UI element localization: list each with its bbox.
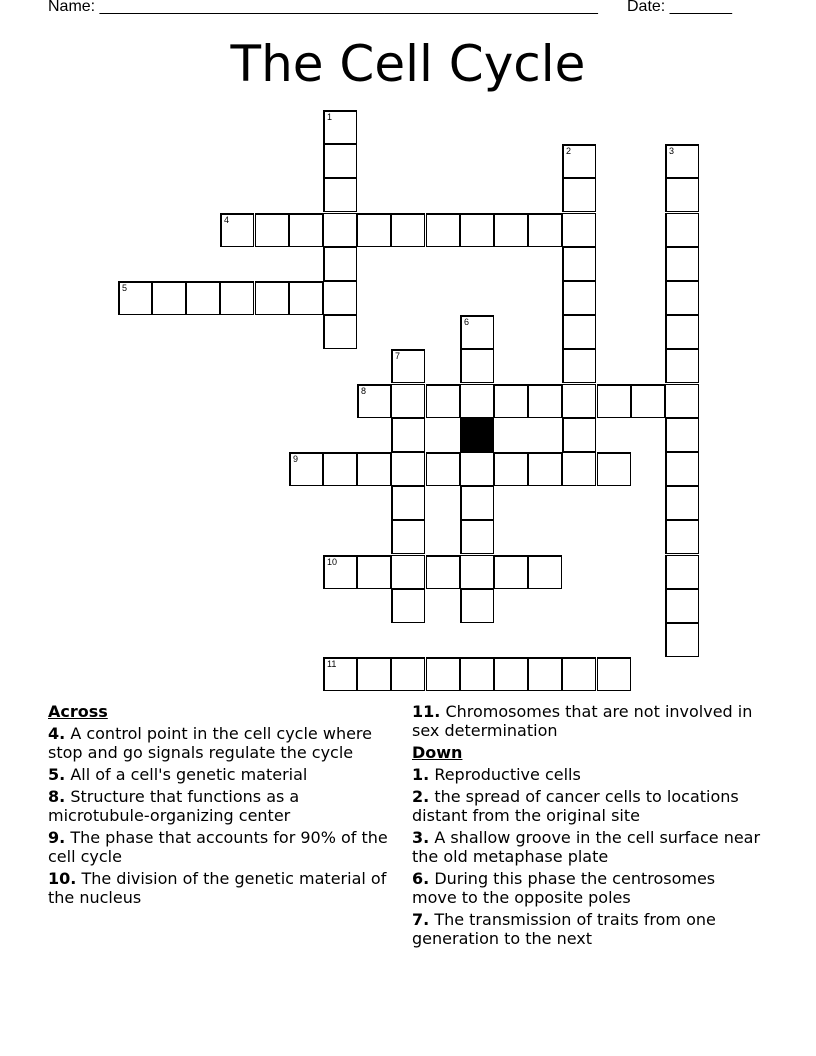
- clue-number: 7.: [412, 910, 430, 929]
- grid-cell[interactable]: [152, 281, 186, 315]
- date-line: Date: _______: [627, 0, 732, 15]
- grid-cell[interactable]: [323, 178, 357, 212]
- clues-left-column: [48, 702, 400, 910]
- grid-cell[interactable]: [391, 349, 425, 383]
- grid-cell[interactable]: [562, 657, 596, 691]
- grid-cell[interactable]: [460, 520, 494, 554]
- clue-number-label: 7: [395, 351, 401, 361]
- grid-cell[interactable]: [391, 657, 425, 691]
- clue-text: the spread of cancer cells to locations distant from the original site: [412, 787, 739, 825]
- grid-cell[interactable]: [460, 315, 494, 349]
- grid-cell[interactable]: [562, 315, 596, 349]
- clue-number: 2.: [412, 787, 430, 806]
- grid-cell[interactable]: [323, 452, 357, 486]
- clue-text: A shallow groove in the cell surface near the old metaphase plate: [412, 828, 761, 866]
- grid-cell[interactable]: [460, 589, 494, 623]
- clue-number: 5.: [48, 765, 66, 784]
- grid-cell[interactable]: [323, 281, 357, 315]
- grid-cell[interactable]: [665, 589, 699, 623]
- grid-cell[interactable]: [391, 520, 425, 554]
- grid-cell[interactable]: [323, 110, 357, 144]
- clue-number: 6.: [412, 869, 430, 888]
- grid-cell[interactable]: [391, 213, 425, 247]
- grid-cell[interactable]: [665, 623, 699, 657]
- grid-cell[interactable]: [562, 452, 596, 486]
- clue-number-label: 3: [669, 146, 675, 156]
- clue-number-label: 2: [566, 146, 572, 156]
- clue-number-label: 9: [293, 454, 299, 464]
- clue-text: All of a cell's genetic material: [70, 765, 308, 784]
- clue-across-4: [48, 724, 400, 762]
- grid-cell[interactable]: [118, 281, 152, 315]
- grid-cell[interactable]: [562, 384, 596, 418]
- grid-cell[interactable]: [391, 418, 425, 452]
- grid-cell[interactable]: [391, 589, 425, 623]
- clue-down-6: [412, 869, 764, 907]
- grid-cell[interactable]: [460, 657, 494, 691]
- clue-down-1: [412, 765, 764, 784]
- clue-number-label: 8: [361, 386, 367, 396]
- grid-cell[interactable]: [289, 452, 323, 486]
- clue-down-7: [412, 910, 764, 948]
- clue-number: 1.: [412, 765, 430, 784]
- grid-cell[interactable]: [220, 213, 254, 247]
- grid-cell[interactable]: [665, 349, 699, 383]
- grid-cell[interactable]: [562, 247, 596, 281]
- grid-cell[interactable]: [665, 418, 699, 452]
- clue-number: 3.: [412, 828, 430, 847]
- grid-cell[interactable]: [665, 213, 699, 247]
- grid-cell[interactable]: [426, 384, 460, 418]
- grid-cell[interactable]: [391, 452, 425, 486]
- clue-text: Structure that functions as a microtubule-organizing center: [48, 787, 300, 825]
- grid-cell[interactable]: [460, 452, 494, 486]
- clue-across-11: [412, 702, 764, 740]
- clue-number-label: 11: [327, 659, 337, 669]
- clue-number: 4.: [48, 724, 66, 743]
- grid-cell[interactable]: [426, 555, 460, 589]
- grid-cell[interactable]: [426, 213, 460, 247]
- grid-cell[interactable]: [562, 418, 596, 452]
- grid-cell[interactable]: [597, 384, 631, 418]
- grid-cell[interactable]: [460, 555, 494, 589]
- grid-cell[interactable]: [323, 144, 357, 178]
- grid-cell[interactable]: [562, 349, 596, 383]
- grid-cell[interactable]: [597, 452, 631, 486]
- clue-number: 9.: [48, 828, 66, 847]
- page-title: The Cell Cycle: [230, 35, 586, 93]
- grid-cell[interactable]: [494, 213, 528, 247]
- grid-cell[interactable]: [665, 384, 699, 418]
- across-heading: Across: [48, 702, 108, 721]
- grid-cell[interactable]: [494, 555, 528, 589]
- grid-cell[interactable]: [528, 452, 562, 486]
- grid-cell[interactable]: [186, 281, 220, 315]
- grid-cell[interactable]: [255, 213, 289, 247]
- grid-cell[interactable]: [391, 555, 425, 589]
- grid-cell[interactable]: [528, 213, 562, 247]
- clue-down-3: [412, 828, 764, 866]
- grid-cell[interactable]: [255, 281, 289, 315]
- grid-cell[interactable]: [426, 657, 460, 691]
- grid-cell[interactable]: [631, 384, 665, 418]
- grid-cell[interactable]: [220, 281, 254, 315]
- grid-cell[interactable]: [665, 555, 699, 589]
- grid-cell[interactable]: [357, 213, 391, 247]
- grid-cell[interactable]: [494, 384, 528, 418]
- clue-number: 10.: [48, 869, 77, 888]
- grid-cell[interactable]: [460, 213, 494, 247]
- grid-cell[interactable]: [665, 281, 699, 315]
- grid-cell[interactable]: [494, 657, 528, 691]
- clue-number-label: 4: [224, 215, 230, 225]
- grid-cell[interactable]: [391, 384, 425, 418]
- grid-cell[interactable]: [528, 555, 562, 589]
- clue-number-label: 6: [464, 317, 470, 327]
- grid-cell[interactable]: [562, 281, 596, 315]
- clue-text: The transmission of traits from one generation to the next: [412, 910, 716, 948]
- grid-cell[interactable]: [562, 144, 596, 178]
- grid-cell[interactable]: [289, 213, 323, 247]
- grid-cell[interactable]: [323, 213, 357, 247]
- grid-cell[interactable]: [562, 178, 596, 212]
- grid-cell[interactable]: [665, 144, 699, 178]
- grid-cell[interactable]: [494, 452, 528, 486]
- grid-cell[interactable]: [528, 384, 562, 418]
- clue-text: Chromosomes that are not involved in sex determination: [412, 702, 753, 740]
- grid-cell[interactable]: [357, 384, 391, 418]
- grid-cell[interactable]: [357, 657, 391, 691]
- clue-number-label: 5: [122, 283, 128, 293]
- grid-cell[interactable]: [460, 486, 494, 520]
- clue-down-2: [412, 787, 764, 825]
- grid-cell[interactable]: [426, 452, 460, 486]
- clue-number: 11.: [412, 702, 441, 721]
- clue-across-9: [48, 828, 400, 866]
- grid-cell[interactable]: [289, 281, 323, 315]
- down-heading: Down: [412, 743, 463, 762]
- clue-across-8: [48, 787, 400, 825]
- grid-cell[interactable]: [460, 384, 494, 418]
- clue-text: The phase that accounts for 90% of the cell cycle: [48, 828, 388, 866]
- clue-text: A control point in the cell cycle where stop and go signals regulate the cycle: [48, 724, 372, 762]
- grid-cell[interactable]: [665, 520, 699, 554]
- clue-text: The division of the genetic material of the nucleus: [48, 869, 387, 907]
- grid-cell[interactable]: [665, 452, 699, 486]
- clue-text: During this phase the centrosomes move to the opposite poles: [412, 869, 716, 907]
- grid-cell[interactable]: [562, 213, 596, 247]
- clues-right-column: [412, 702, 764, 951]
- black-cell: [460, 418, 494, 452]
- clue-across-5: [48, 765, 400, 784]
- grid-cell[interactable]: [597, 657, 631, 691]
- clue-number-label: 10: [327, 557, 338, 567]
- grid-cell[interactable]: [665, 486, 699, 520]
- clue-number: 8.: [48, 787, 66, 806]
- grid-cell[interactable]: [665, 315, 699, 349]
- grid-cell[interactable]: [665, 247, 699, 281]
- grid-cell[interactable]: [323, 555, 357, 589]
- grid-cell[interactable]: [528, 657, 562, 691]
- grid-cell[interactable]: [323, 315, 357, 349]
- grid-cell[interactable]: [357, 555, 391, 589]
- grid-cell[interactable]: [460, 349, 494, 383]
- grid-cell[interactable]: [323, 247, 357, 281]
- name-line: Name: ________________________________________________________: [48, 0, 598, 15]
- clue-text: Reproductive cells: [434, 765, 581, 784]
- grid-cell[interactable]: [323, 657, 357, 691]
- clue-number-label: 1: [327, 112, 333, 122]
- clue-across-10: [48, 869, 400, 907]
- grid-cell[interactable]: [391, 486, 425, 520]
- grid-cell[interactable]: [357, 452, 391, 486]
- grid-cell[interactable]: [665, 178, 699, 212]
